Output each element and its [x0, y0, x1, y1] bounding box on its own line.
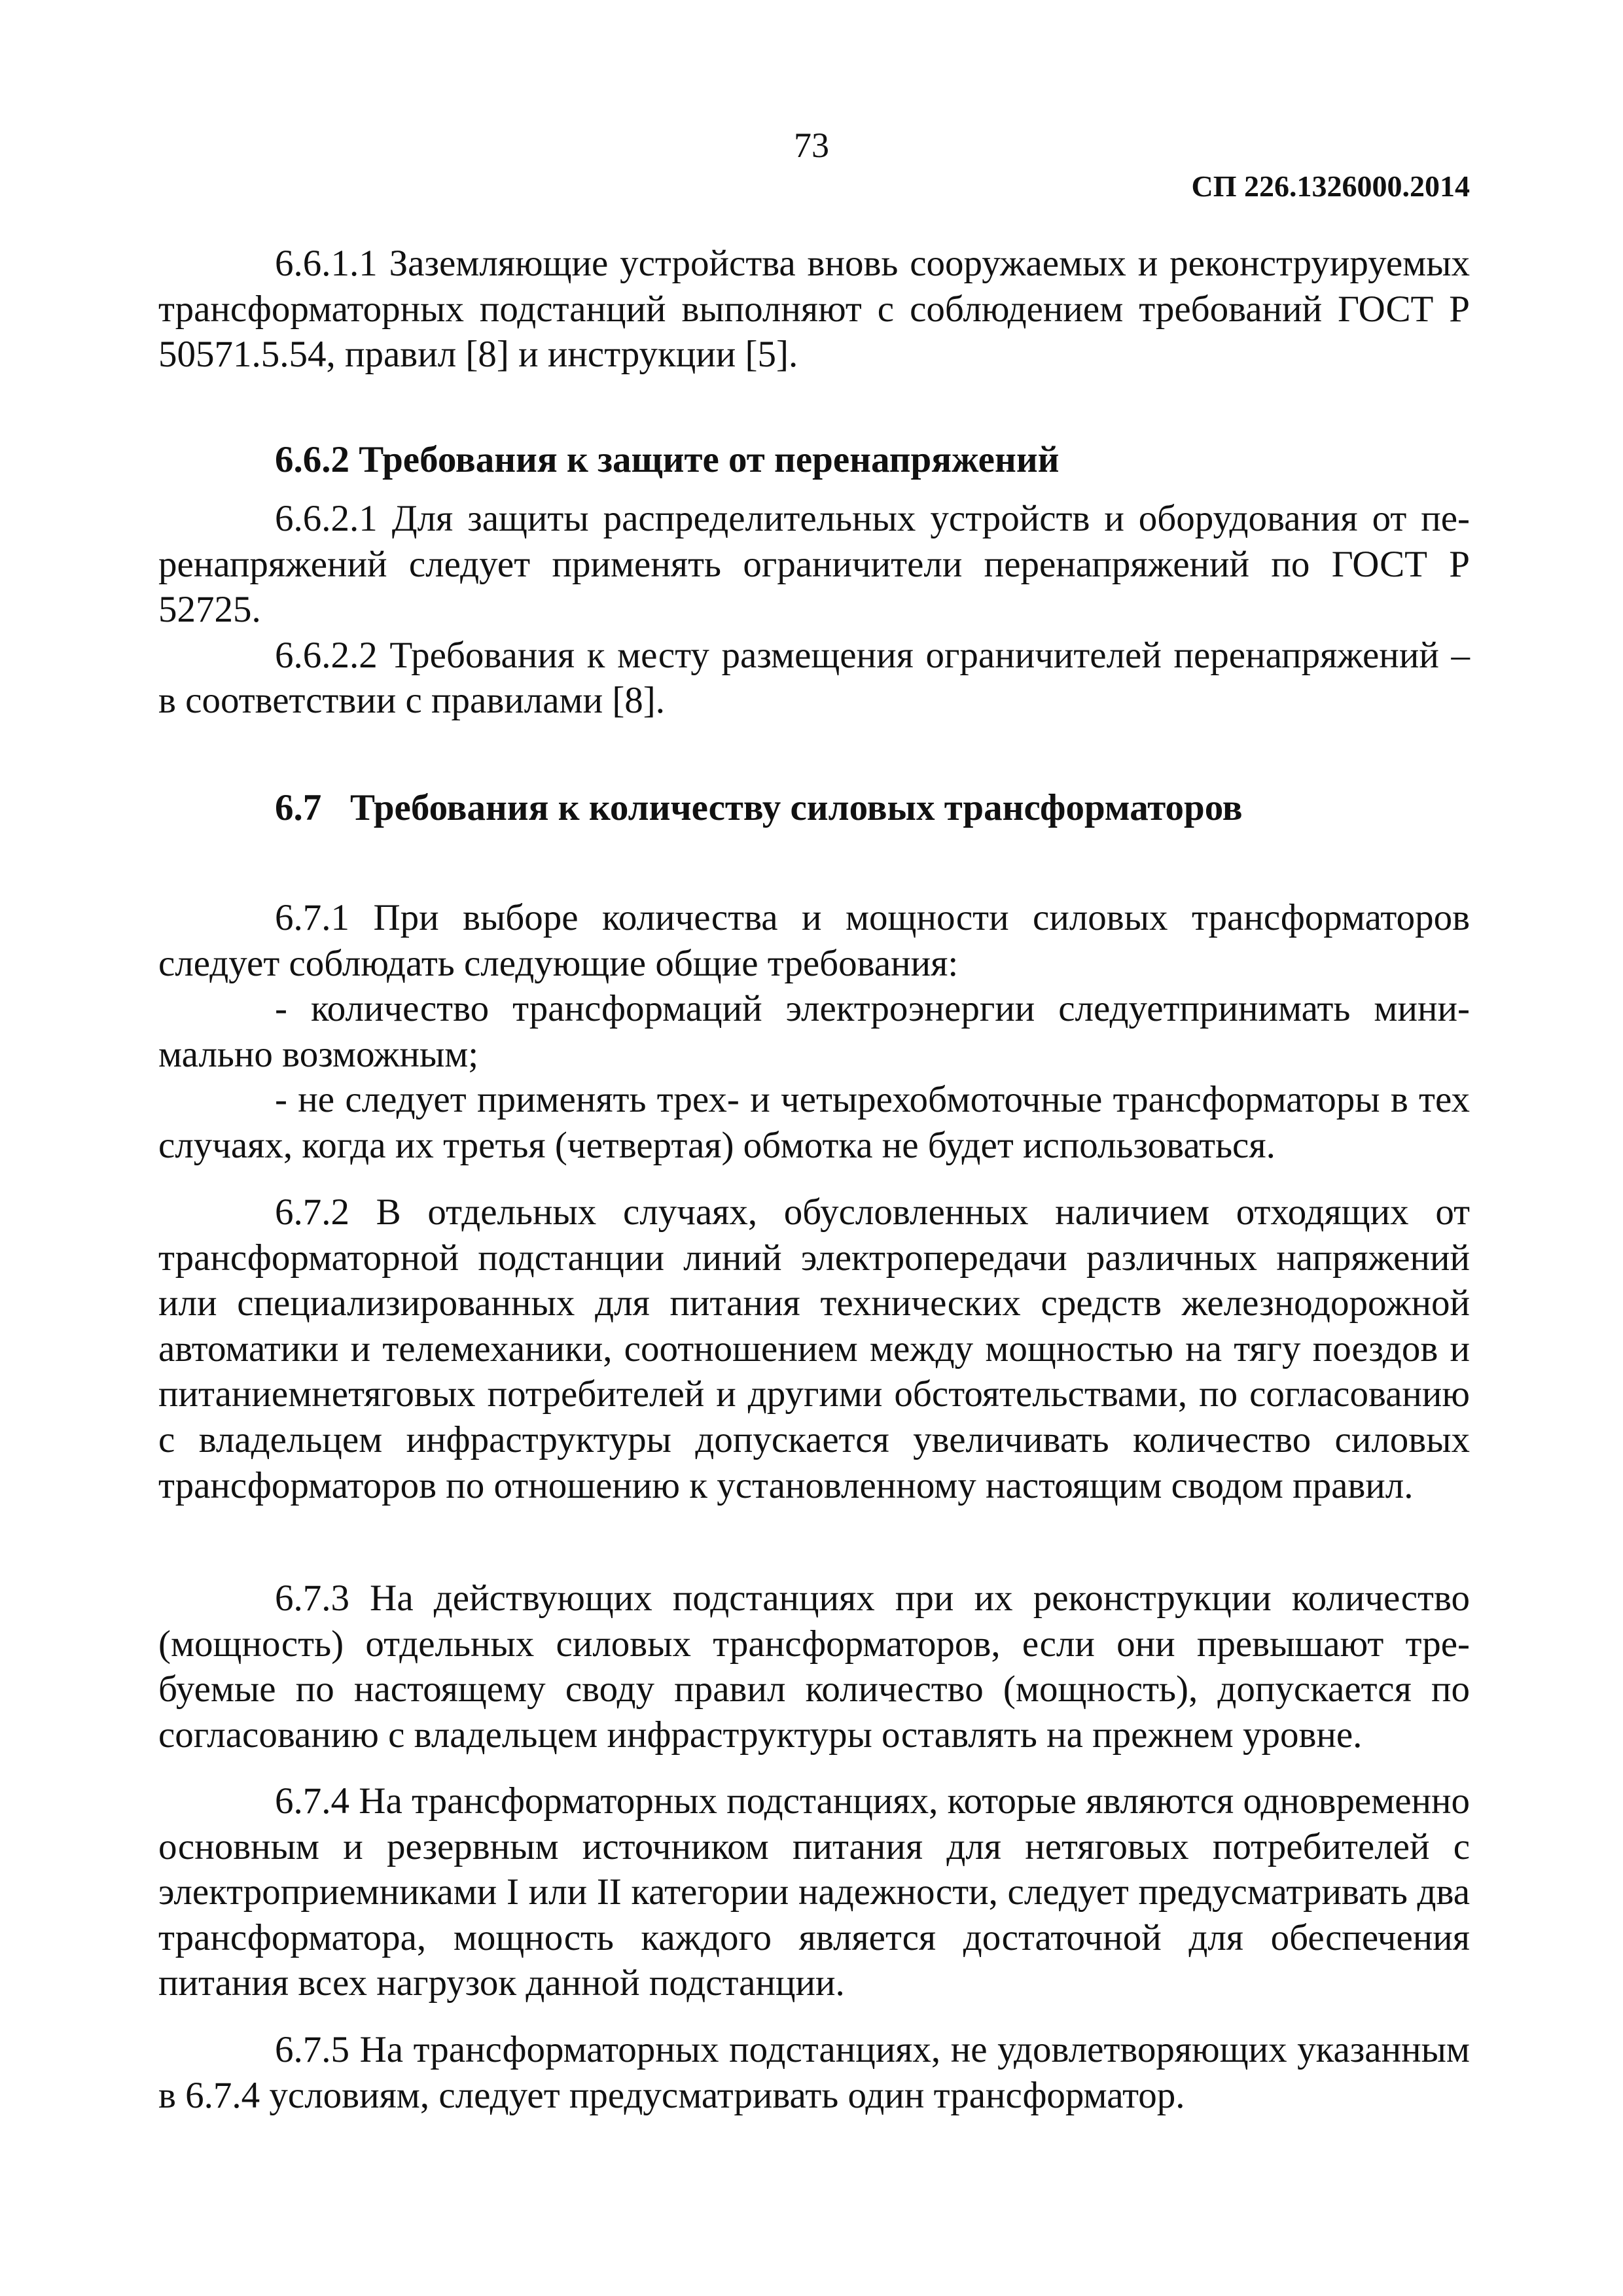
section-heading-6-7	[158, 785, 1470, 831]
paragraph-6-6-2-2: 6.6.2.2 Требования к месту размещения ограничителей перенапряжений – в соответствии с правилами [8].	[158, 634, 1470, 722]
heading-6-6-2	[158, 437, 1470, 483]
list-item-6-7-1-a: - количество трансформаций электроэнергии следуетпринимать минимально возможным;	[158, 988, 1470, 1075]
paragraph-6-6-1-1: 6.6.1.1 Заземляющие устройства вновь сооружаемых и реконструируемых трансформаторных подстанций выполняют с соблюдением требований ГОСТ Р 50571.5.54, правил [8] и инструкции [5].	[158, 243, 1470, 376]
paragraph-6-7-1: 6.7.1 При выборе количества и мощности силовых трансформаторов следует соблюдать следующие общие требования:	[158, 897, 1470, 984]
section-title-6-7: Требования к количеству силовых трансформаторов	[350, 787, 1243, 828]
section-number-6-7: 6.7	[275, 787, 322, 828]
paragraph-6-7-5: 6.7.5 На трансформаторных подстанциях, не удовлетворяющих указанным в 6.7.4 условиям, следует предусматривать один трансформатор.	[158, 2029, 1470, 2116]
paragraph-6-7-4: 6.7.4 На трансформаторных подстанциях, которые являются одновременно основным и резервным источником питания для нетяговых потребителей с электроприемниками I или II категории надежности, следует предусматривать два трансформатора, мощность каждого является достаточной для обеспечения питания всех нагрузок данной подстанции.	[158, 1780, 1470, 2004]
clause-6-7-3	[158, 1576, 1470, 1757]
document-code: СП 226.1326000.2014	[1191, 169, 1470, 203]
clause-6-6-2	[158, 496, 1470, 724]
page-number: 73	[794, 126, 829, 165]
list-item-6-7-1-b: - не следует применять трех- и четырехобмоточные трансформаторы в тех случаях, когда их третья (четвертая) обмотка не будет использоваться.	[158, 1079, 1470, 1166]
clause-6-7-1	[158, 895, 1470, 1169]
heading-6-7	[158, 785, 1470, 831]
paragraph-6-7-3: 6.7.3 На действующих подстанциях при их реконструкции количество (мощность) отдельных силовых трансформаторов, если они превышают требуемые по настоящему своду правил количество (мощность), допускается по согласованию с владельцем инфраструктуры оставлять на прежнем уровне.	[158, 1578, 1470, 1756]
clause-6-7-2	[158, 1190, 1470, 1508]
clause-6-7-5	[158, 2027, 1470, 2118]
clause-6-7-4	[158, 1778, 1470, 2006]
section-heading-6-6-2: 6.6.2 Требования к защите от перенапряжений	[275, 439, 1060, 480]
paragraph-6-6-2-1: 6.6.2.1 Для защиты распределительных устройств и оборудования от перенапряжений следует применять ограничители перенапряжений по ГОСТ Р 52725.	[158, 498, 1470, 631]
paragraph-6-7-2: 6.7.2 В отдельных случаях, обусловленных наличием отходящих от трансформаторной подстанции линий электропередачи различных напряжений или специализированных для питания технических средств железнодорожной автоматики и телемеханики, соотношением между мощностью на тягу поездов и питаниемнетяговых потребителей и другими обстоятельствами, по согласованию с владельцем инфраструктуры допускается увеличивать количество силовых трансформаторов по отношению к установленному настоящим сводом правил.	[158, 1192, 1470, 1506]
clause-6-6-1-1	[158, 241, 1470, 378]
